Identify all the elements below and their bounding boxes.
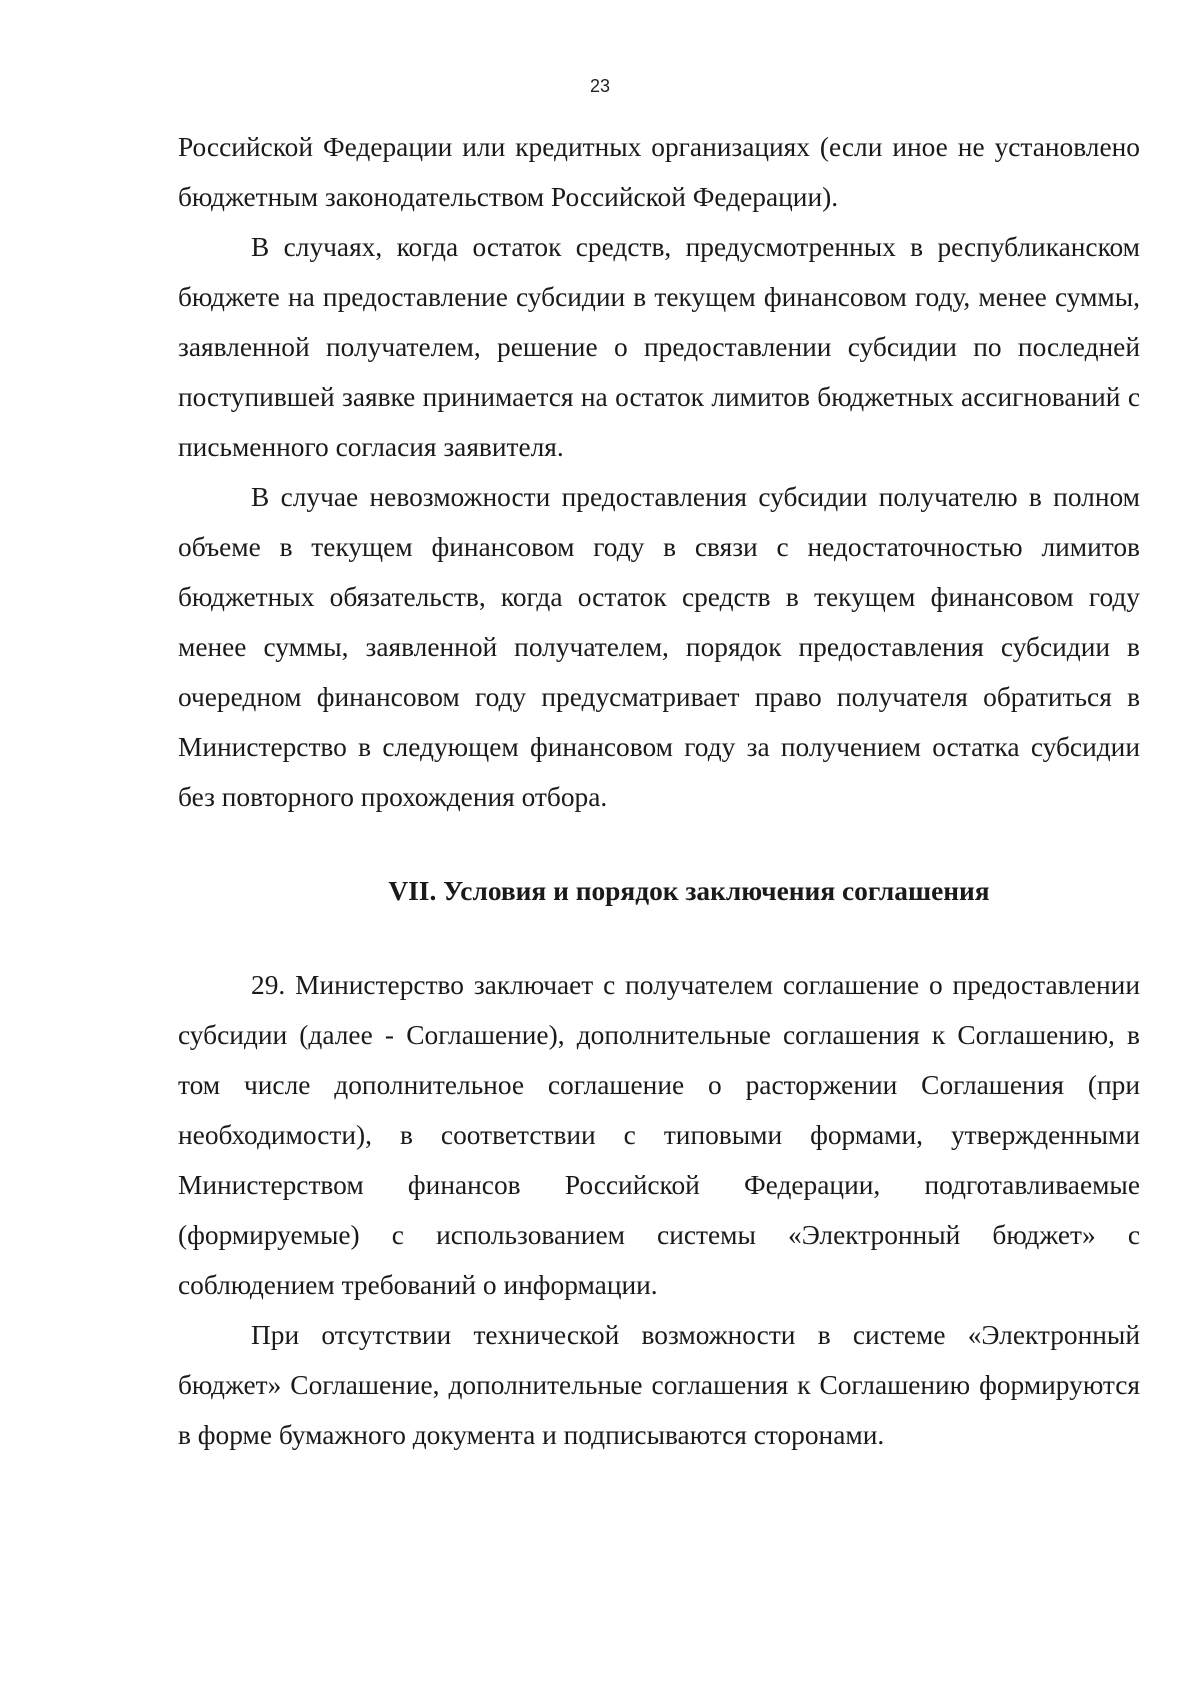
paragraph: 29. Министерство заключает с получателем соглашение о предоставлении субсидии (далее - Соглашение), дополнительные соглашения к Соглашению, в том числе дополнительное соглашение о расторжении Соглашения (при необходимости), в соответствии с типовыми формами, утвержденными Министерством финансов Российской Федерации, подготавливаемые (формируемые) с использованием системы «Электронный бюджет» с соблюдением требований о информации. — [178, 970, 1140, 1300]
paragraph: В случае невозможности предоставления субсидии получателю в полном объеме в текущем финансовом году в связи с недостаточностью лимитов бюджетных обязательств, когда остаток средств в текущем финансовом году менее суммы, заявленной получателем, порядок предоставления субсидии в очередном финансовом году предусматривает право получателя обратиться в Министерство в следующем финансовом году за получением остатка субсидии без повторного прохождения отбора. — [178, 482, 1140, 812]
document-body — [178, 122, 1140, 1460]
section-heading: VII. Условия и порядок заключения соглашения — [388, 876, 990, 906]
paragraph: Российской Федерации или кредитных организациях (если иное не установлено бюджетным законодательством Российской Федерации). — [178, 132, 1140, 212]
paragraph: При отсутствии технической возможности в системе «Электронный бюджет» Соглашение, дополнительные соглашения к Соглашению формируются в форме бумажного документа и подписываются сторонами. — [178, 1320, 1140, 1450]
page-number: 23 — [589, 76, 611, 96]
paragraph: В случаях, когда остаток средств, предусмотренных в республиканском бюджете на предоставление субсидии в текущем финансовом году, менее суммы, заявленной получателем, решение о предоставлении субсидии по последней поступившей заявке принимается на остаток лимитов бюджетных ассигнований с письменного согласия заявителя. — [178, 232, 1140, 462]
